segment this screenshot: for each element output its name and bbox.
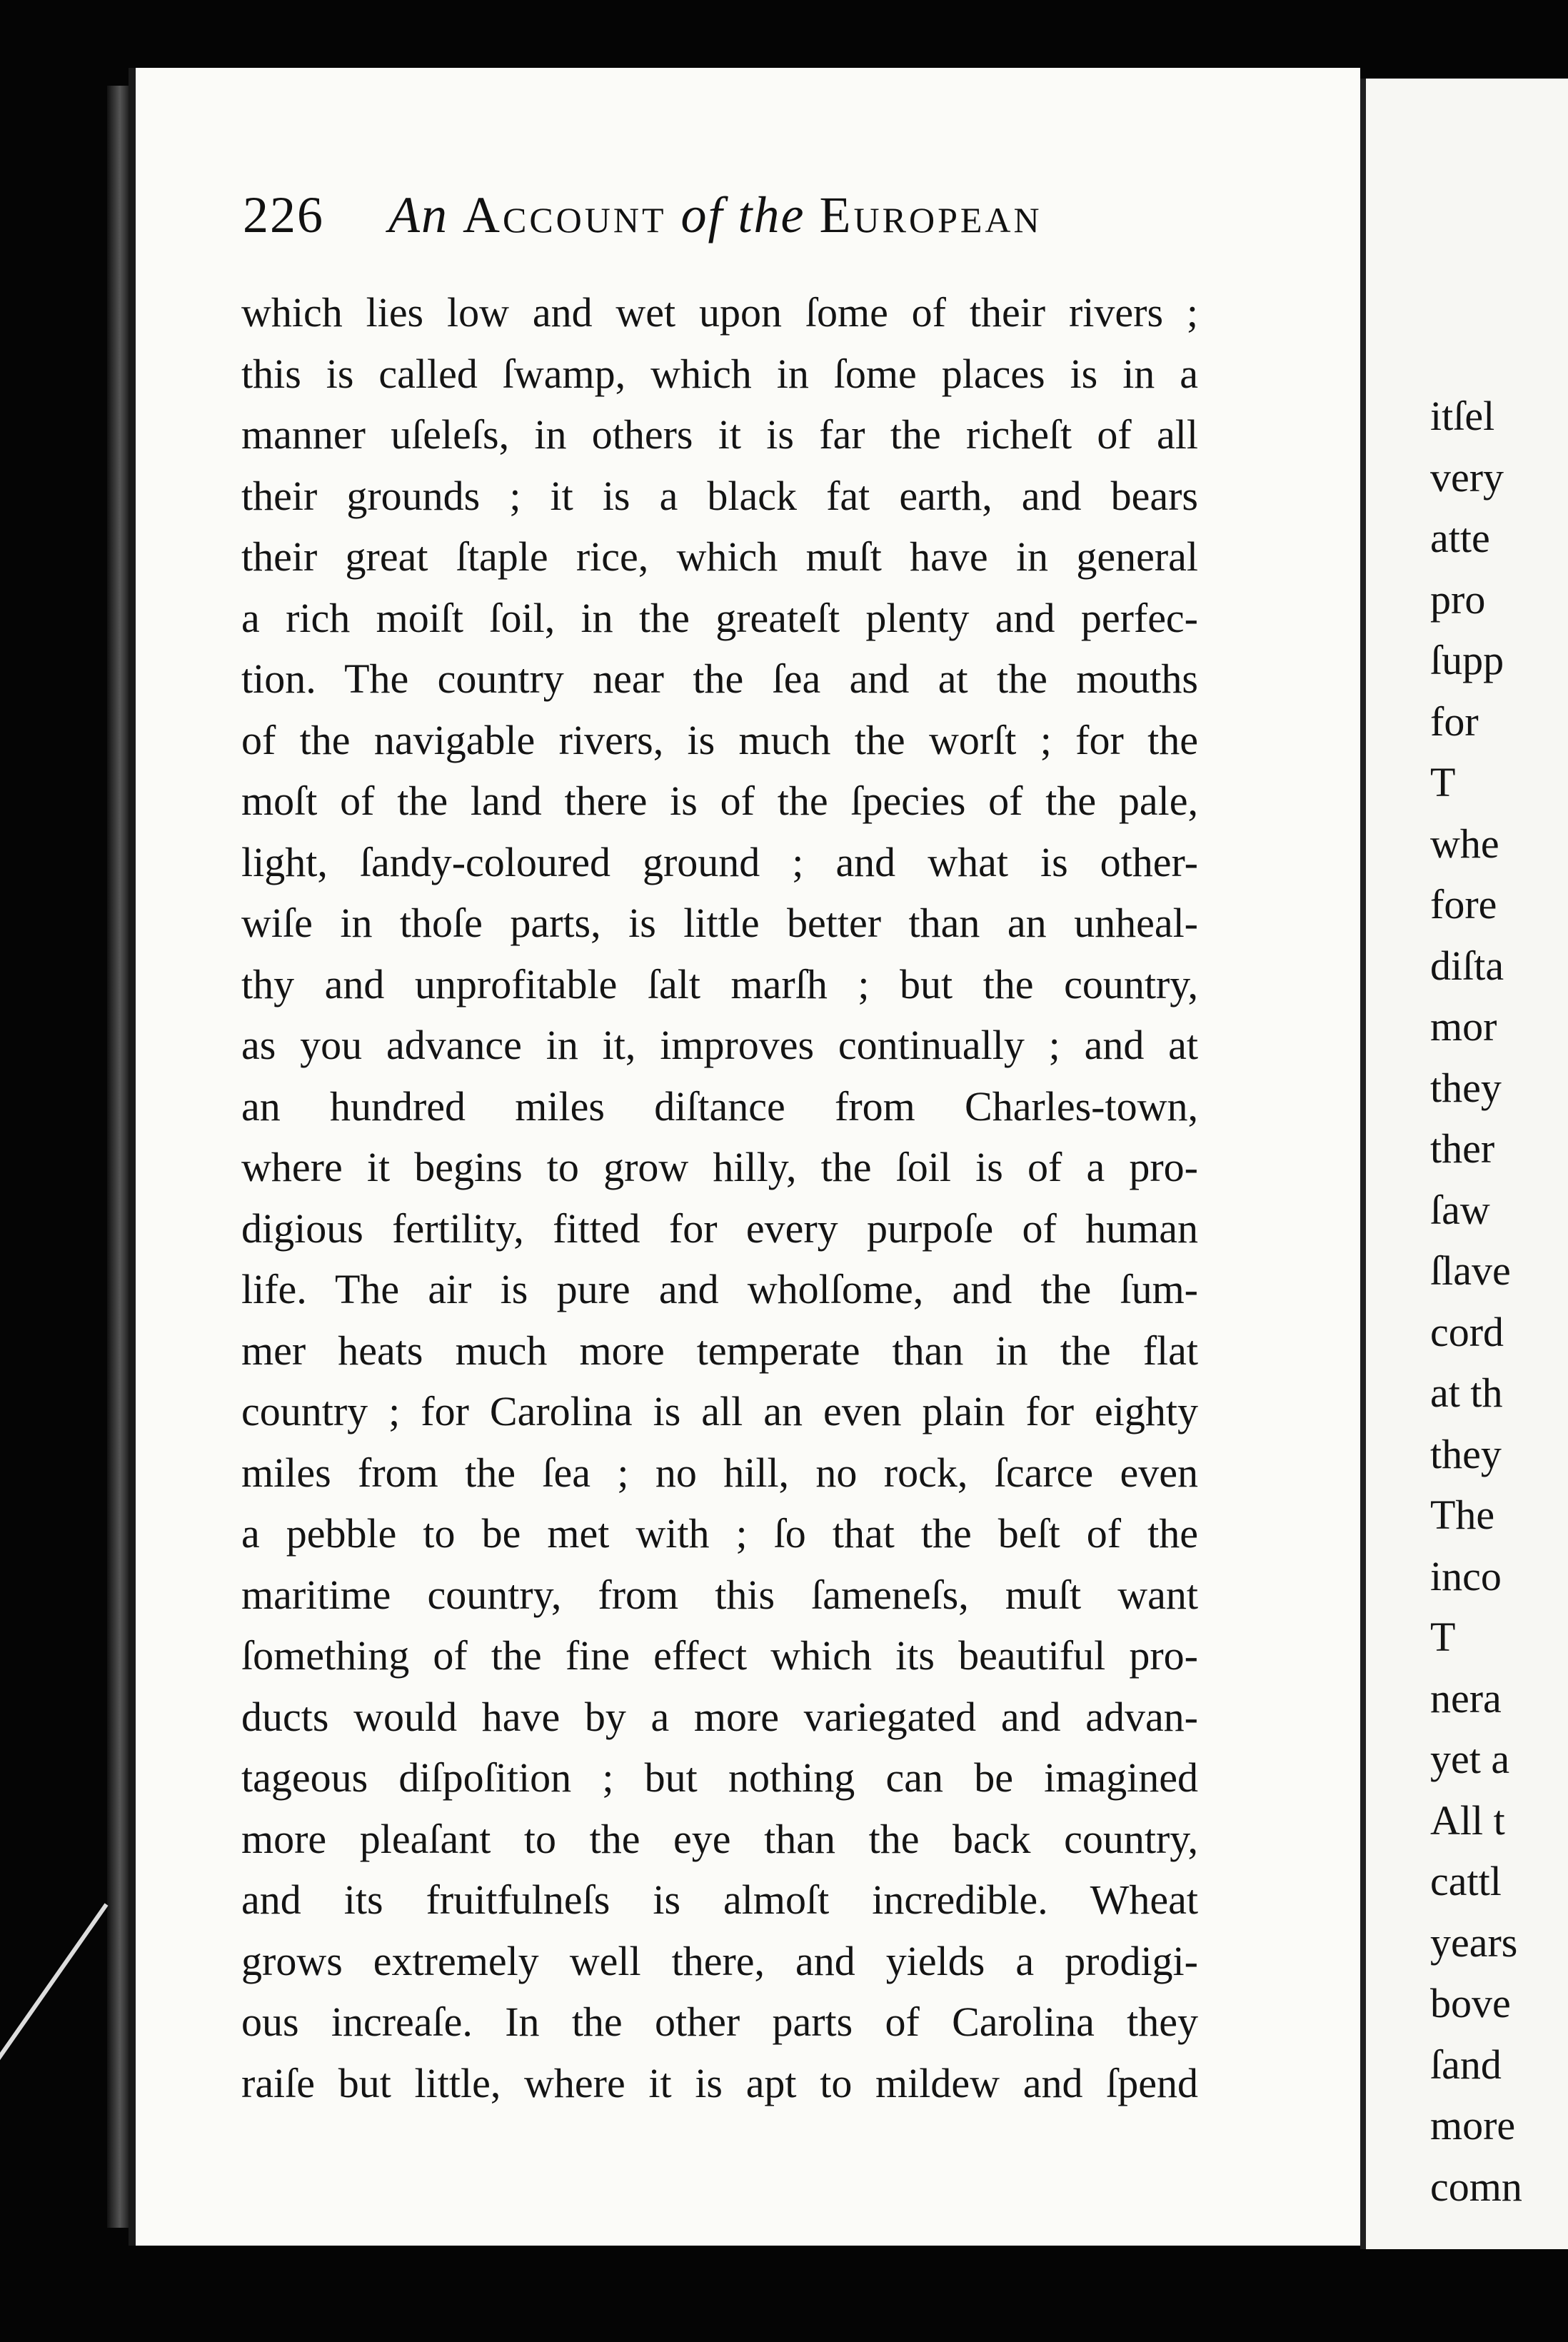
facing-text-fragment: ſlave (1430, 1247, 1511, 1294)
running-head-title-an: An (388, 186, 448, 243)
running-head-title-of-the: of the (680, 186, 805, 243)
facing-text-fragment: years (1430, 1919, 1518, 1966)
text-line: mer heats much more temperate than in the flat (241, 1327, 1198, 1374)
body-text (241, 282, 1198, 2114)
text-line: this is called ſwamp, which in ſome places is in a (241, 350, 1198, 397)
facing-text-fragment: cattl (1430, 1858, 1502, 1904)
facing-text-fragment: at th (1430, 1369, 1503, 1416)
text-line: life. The air is pure and wholſome, and the ſum- (241, 1266, 1198, 1312)
text-line: ſomething of the fine effect which its beautiful pro- (241, 1632, 1198, 1679)
facing-text-fragment: they (1430, 1430, 1502, 1477)
text-line: ducts would have by a more variegated and advan- (241, 1693, 1198, 1740)
facing-text-fragment: diſta (1430, 942, 1504, 989)
text-line: miles from the ſea ; no hill, no rock, ſcarce even (241, 1449, 1198, 1496)
text-line: thy and unprofitable ſalt marſh ; but the country, (241, 960, 1198, 1007)
facing-text-fragment: ſaw (1430, 1186, 1490, 1233)
text-line: digious fertility, fitted for every purpoſe of human (241, 1205, 1198, 1252)
text-line: maritime country, from this ſameneſs, muſt want (241, 1571, 1198, 1618)
facing-text-fragment: they (1430, 1064, 1502, 1111)
facing-text-fragment: for (1430, 698, 1479, 745)
text-line: manner uſeleſs, in others it is far the richeſt of all (241, 411, 1198, 458)
text-line: raiſe but little, where it is apt to mildew and ſpend (241, 2059, 1198, 2106)
facing-page (1360, 79, 1568, 2249)
page-edge (107, 86, 129, 2228)
text-line: which lies low and wet upon ſome of their rivers ; (241, 289, 1198, 336)
facing-text-fragment: comn (1430, 2163, 1522, 2210)
facing-text-fragment: bove (1430, 1980, 1511, 2026)
text-line: country ; for Carolina is all an even plain for eighty (241, 1388, 1198, 1434)
facing-text-fragment: itſel (1430, 393, 1495, 439)
text-line: their grounds ; it is a black fat earth, and bears (241, 472, 1198, 519)
text-line: a rich moiſt ſoil, in the greateſt plenty and perfec- (241, 594, 1198, 641)
facing-text-fragment: inco (1430, 1552, 1502, 1599)
text-line: grows extremely well there, and yields a prodigi- (241, 1937, 1198, 1984)
running-head-title-account: Account (462, 186, 667, 243)
facing-text-fragment: nera (1430, 1674, 1502, 1722)
facing-text-fragment: very (1430, 453, 1504, 501)
facing-page-text (1430, 386, 1568, 2217)
text-line: ous increaſe. In the other parts of Carolina they (241, 1999, 1198, 2045)
facing-text-fragment: T (1430, 1614, 1456, 1660)
text-line: wiſe in thoſe parts, is little better than an unheal- (241, 900, 1198, 946)
facing-text-fragment: ther (1430, 1125, 1495, 1172)
text-line: their great ſtaple rice, which muſt have in general (241, 533, 1198, 580)
text-line: an hundred miles diſtance from Charles-town, (241, 1082, 1198, 1130)
facing-text-fragment: cord (1430, 1308, 1504, 1355)
facing-text-fragment: ſand (1430, 2041, 1502, 2088)
running-head-title-european: European (819, 186, 1042, 243)
text-line: more pleaſant to the eye than the back country, (241, 1815, 1198, 1862)
facing-text-fragment: whe (1430, 820, 1499, 867)
text-line: and its fruitfulneſs is almoſt incredible. Wheat (241, 1876, 1198, 1923)
text-line: tion. The country near the ſea and at the mouths (241, 655, 1198, 702)
text-line: of the navigable rivers, is much the worſt ; for the (241, 716, 1198, 763)
running-head (243, 186, 1214, 271)
text-line: a pebble to be met with ; ſo that the beſt of the (241, 1510, 1198, 1557)
facing-text-fragment: T (1430, 759, 1456, 805)
facing-text-fragment: more (1430, 2102, 1516, 2148)
facing-text-fragment: ſupp (1430, 637, 1504, 683)
text-line: as you advance in it, improves continually ; and at (241, 1022, 1198, 1068)
facing-text-fragment: All t (1430, 1796, 1505, 1844)
text-line: moſt of the land there is of the ſpecies of the pale, (241, 778, 1198, 824)
facing-text-fragment: atte (1430, 515, 1490, 561)
facing-text-fragment: pro (1430, 576, 1486, 623)
text-line: light, ſandy-coloured ground ; and what is other- (241, 838, 1198, 885)
page-number: 226 (243, 186, 324, 243)
facing-text-fragment: The (1430, 1492, 1495, 1538)
facing-text-fragment: yet a (1430, 1736, 1510, 1782)
text-line: tageous diſpoſition ; but nothing can be imagined (241, 1754, 1198, 1801)
text-line: where it begins to grow hilly, the ſoil is of a pro- (241, 1144, 1198, 1190)
facing-text-fragment: fore (1430, 881, 1497, 928)
facing-text-fragment: mor (1430, 1003, 1497, 1050)
scan-artifact (0, 1903, 108, 2081)
